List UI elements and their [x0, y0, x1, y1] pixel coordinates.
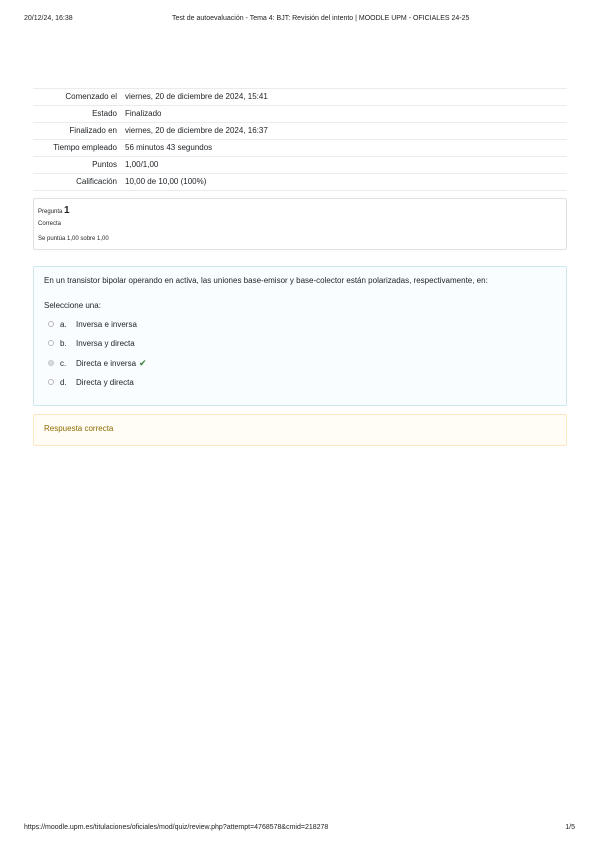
answer-letter: c. [60, 358, 67, 368]
question-number-prefix: Pregunta [38, 209, 63, 215]
summary-label: Tiempo empleado [33, 140, 125, 157]
answer-option-c[interactable] [48, 357, 147, 369]
print-url: https://moodle.upm.es/titulaciones/oficiales/mod/quiz/review.php?attempt=4768578&cmid=218278 [24, 824, 329, 831]
radio-button-selected[interactable] [48, 360, 54, 366]
summary-row-time-taken [33, 140, 567, 157]
feedback-box [33, 414, 567, 446]
summary-label: Estado [33, 106, 125, 123]
summary-label: Finalizado en [33, 123, 125, 140]
question-number-value: 1 [64, 205, 70, 216]
question-grade: Se puntúa 1,00 sobre 1,00 [38, 236, 109, 242]
radio-button[interactable] [48, 340, 54, 346]
answer-text: Inversa y directa [76, 338, 135, 348]
summary-value: Finalizado [125, 106, 567, 123]
print-date: 20/12/24, 16:38 [24, 15, 73, 22]
print-page-title: Test de autoevaluación - Tema 4: BJT: Revisión del intento | MOODLE UPM - OFICIALES 24-25 [172, 15, 470, 22]
summary-label: Comenzado el [33, 89, 125, 106]
radio-button[interactable] [48, 379, 54, 385]
summary-value: 10,00 de 10,00 (100%) [125, 174, 567, 191]
check-icon: ✔ [139, 357, 147, 368]
question-text: En un transistor bipolar operando en activa, las uniones base-emisor y base-colector están polarizadas, respectivamente, en: [44, 276, 488, 285]
summary-value: 1,00/1,00 [125, 157, 567, 174]
feedback-text: Respuesta correcta [44, 424, 114, 433]
summary-row-grade [33, 174, 567, 191]
question-number [38, 205, 70, 216]
answer-option-a[interactable] [48, 318, 137, 330]
summary-label: Calificación [33, 174, 125, 191]
question-content-box [33, 266, 567, 406]
attempt-summary-table [33, 88, 567, 191]
answer-letter: b. [60, 338, 67, 348]
summary-row-finished [33, 123, 567, 140]
answer-text: Directa e inversa [76, 358, 137, 368]
answer-prompt: Seleccione una: [44, 301, 101, 310]
question-info-box [33, 198, 567, 250]
answer-text: Directa y directa [76, 377, 134, 387]
summary-row-points [33, 157, 567, 174]
summary-value: 56 minutos 43 segundos [125, 140, 567, 157]
radio-button[interactable] [48, 321, 54, 327]
answer-letter: d. [60, 377, 67, 387]
print-page-number: 1/5 [565, 824, 575, 831]
answer-text: Inversa e inversa [76, 319, 137, 329]
summary-label: Puntos [33, 157, 125, 174]
question-state: Correcta [38, 221, 62, 227]
summary-value: viernes, 20 de diciembre de 2024, 16:37 [125, 123, 567, 140]
answer-letter: a. [60, 319, 67, 329]
answer-option-d[interactable] [48, 376, 134, 388]
summary-row-started [33, 89, 567, 106]
answer-option-b[interactable] [48, 337, 135, 349]
summary-row-state [33, 106, 567, 123]
summary-value: viernes, 20 de diciembre de 2024, 15:41 [125, 89, 567, 106]
